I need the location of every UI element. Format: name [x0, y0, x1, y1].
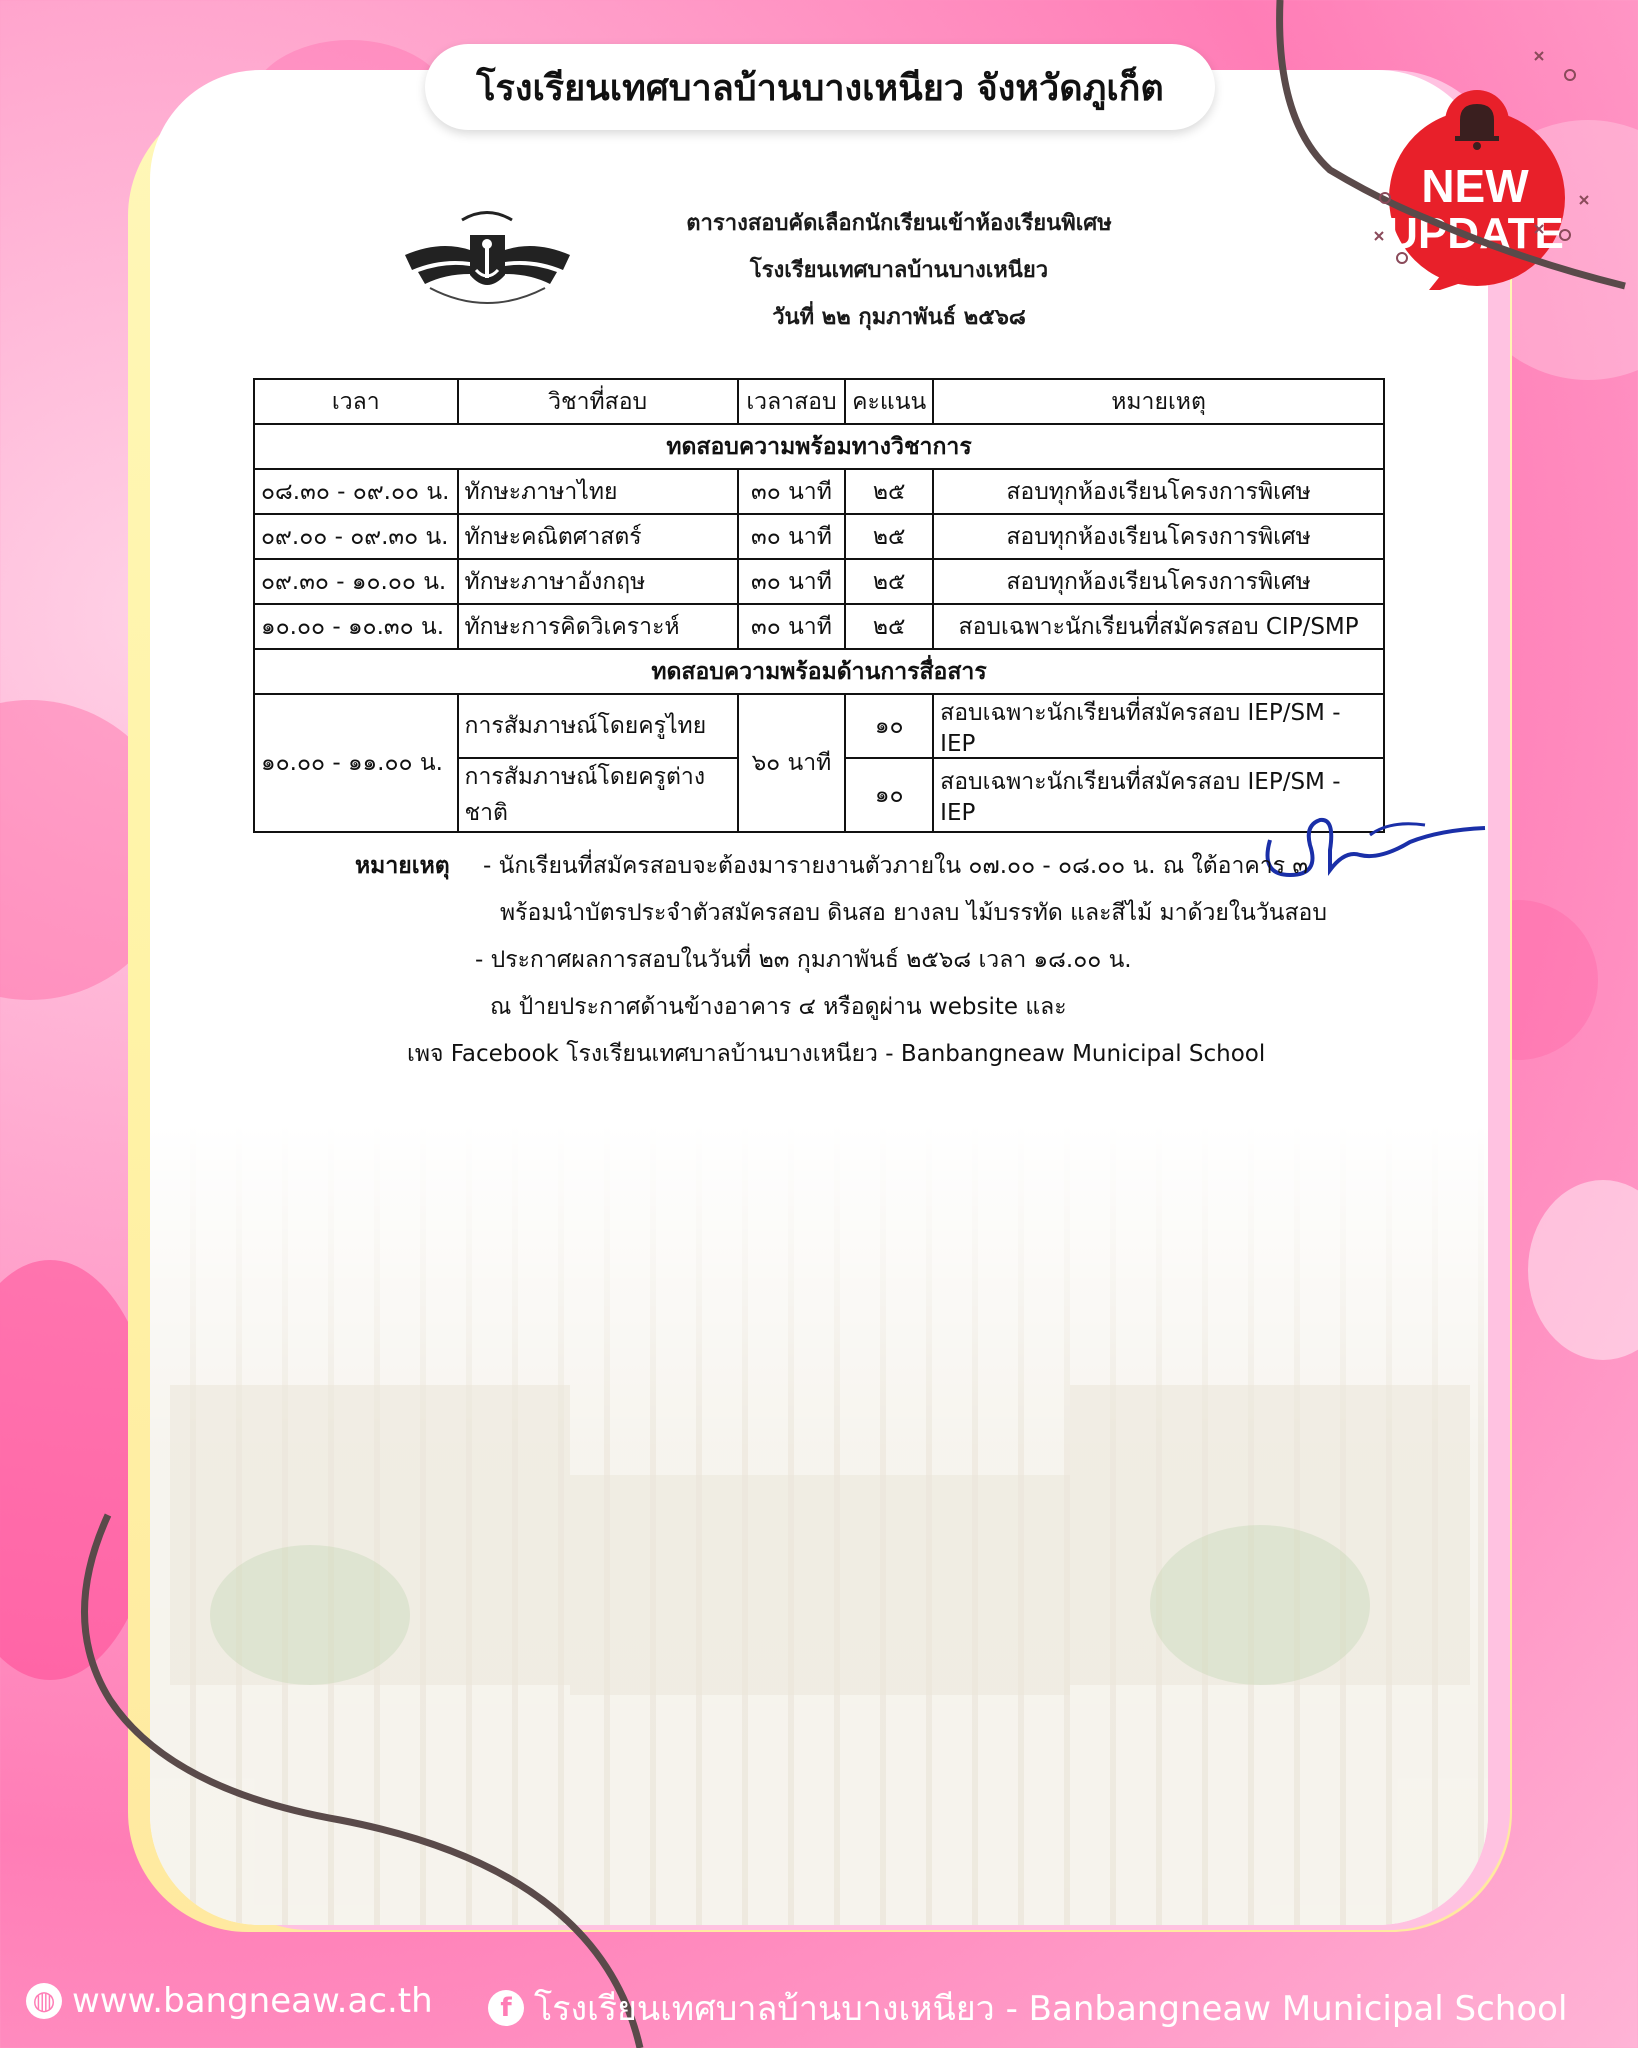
section-academic: ทดสอบความพร้อมทางวิชาการ	[254, 424, 1384, 469]
cell-duration: ๓๐ นาที	[738, 514, 845, 559]
document-school: โรงเรียนเทศบาลบ้านบางเหนียว	[749, 258, 1049, 283]
cell-note: สอบทุกห้องเรียนโครงการพิเศษ	[933, 559, 1384, 604]
exam-schedule-table	[253, 378, 1385, 833]
announcement-card	[150, 70, 1488, 1925]
cell-score: ๑๐	[845, 694, 933, 758]
remarks-line: - นักเรียนที่สมัครสอบจะต้องมารายงานตัวภายใน ๐๗.๐๐ - ๐๘.๐๐ น. ณ ใต้อาคาร ๓	[483, 853, 1309, 879]
cell-note: สอบทุกห้องเรียนโครงการพิเศษ	[933, 514, 1384, 559]
cell-duration: ๓๐ นาที	[738, 469, 845, 514]
table-row	[254, 694, 1384, 758]
decor-bubble	[1528, 1180, 1638, 1360]
document-title: ตารางสอบคัดเลือกนักเรียนเข้าห้องเรียนพิเศษ	[686, 211, 1112, 236]
cell-subject: การสัมภาษณ์โดยครูต่างชาติ	[458, 758, 738, 832]
table-header-row	[254, 379, 1384, 424]
cell-subject: ทักษะภาษาไทย	[458, 469, 738, 514]
cell-subject: ทักษะการคิดวิเคราะห์	[458, 604, 738, 649]
document-heading	[150, 200, 1488, 341]
cell-note: สอบเฉพาะนักเรียนที่สมัครสอบ IEP/SM - IEP	[933, 758, 1384, 832]
page-title: โรงเรียนเทศบาลบ้านบางเหนียว จังหวัดภูเก็ต	[425, 44, 1215, 130]
cell-score: ๒๕	[845, 559, 933, 604]
cell-duration: ๓๐ นาที	[738, 559, 845, 604]
table-row	[254, 559, 1384, 604]
remarks-line: เพจ Facebook โรงเรียนเทศบาลบ้านบางเหนียว - Banbangneaw Municipal School	[407, 1041, 1266, 1067]
cell-score: ๒๕	[845, 514, 933, 559]
document-date: วันที่ ๒๒ กุมภาพันธ์ ๒๕๖๘	[772, 305, 1026, 330]
footer-facebook[interactable]	[488, 1981, 1567, 2035]
facebook-icon: f	[488, 1990, 524, 2026]
cell-duration: ๖๐ นาที	[738, 694, 845, 832]
column-header: เวลา	[254, 379, 458, 424]
cell-note: สอบเฉพาะนักเรียนที่สมัครสอบ IEP/SM - IEP	[933, 694, 1384, 758]
cell-time: ๐๘.๓๐ - ๐๙.๐๐ น.	[254, 469, 458, 514]
badge-text-update: UPDATE	[1386, 209, 1564, 258]
remarks-line: - ประกาศผลการสอบในวันที่ ๒๓ กุมภาพันธ์ ๒๕๖๘ เวลา ๑๘.๐๐ น.	[475, 947, 1132, 973]
cell-subject: ทักษะคณิตศาสตร์	[458, 514, 738, 559]
column-header: คะแนน	[845, 379, 933, 424]
facebook-link[interactable]: โรงเรียนเทศบาลบ้านบางเหนียว - Banbangneaw Municipal School	[534, 1989, 1568, 2029]
new-update-badge	[1365, 90, 1580, 290]
cell-time: ๐๙.๓๐ - ๑๐.๐๐ น.	[254, 559, 458, 604]
globe-icon: ◍	[26, 1983, 62, 2019]
footer-website[interactable]	[26, 1981, 433, 2021]
column-header: วิชาที่สอบ	[458, 379, 738, 424]
cell-duration: ๓๐ นาที	[738, 604, 845, 649]
footer-bar	[0, 1975, 1638, 2035]
remarks-line: พร้อมนำบัตรประจำตัวสมัครสอบ ดินสอ ยางลบ ไม้บรรทัด และสีไม้ มาด้วยในวันสอบ	[500, 900, 1327, 926]
cell-note: สอบทุกห้องเรียนโครงการพิเศษ	[933, 469, 1384, 514]
cell-subject: การสัมภาษณ์โดยครูไทย	[458, 694, 738, 758]
table-row	[254, 514, 1384, 559]
table-row	[254, 469, 1384, 514]
website-link[interactable]: www.bangneaw.ac.th	[72, 1981, 433, 2021]
cell-time: ๑๐.๐๐ - ๑๐.๓๐ น.	[254, 604, 458, 649]
table-row	[254, 604, 1384, 649]
column-header: เวลาสอบ	[738, 379, 845, 424]
cell-score: ๑๐	[845, 758, 933, 832]
section-communication: ทดสอบความพร้อมด้านการสื่อสาร	[254, 649, 1384, 694]
cell-time: ๑๐.๐๐ - ๑๑.๐๐ น.	[254, 694, 458, 832]
cell-score: ๒๕	[845, 469, 933, 514]
school-photo-background	[150, 1125, 1488, 1925]
remarks-label: หมายเหตุ	[355, 853, 450, 879]
cell-score: ๒๕	[845, 604, 933, 649]
column-header: หมายเหตุ	[933, 379, 1384, 424]
cell-note: สอบเฉพาะนักเรียนที่สมัครสอบ CIP/SMP	[933, 604, 1384, 649]
cell-subject: ทักษะภาษาอังกฤษ	[458, 559, 738, 604]
badge-text-new: NEW	[1421, 160, 1529, 212]
remarks-line: ณ ป้ายประกาศด้านข้างอาคาร ๔ หรือดูผ่าน website และ	[490, 994, 1067, 1020]
bell-icon	[1445, 90, 1509, 154]
cell-time: ๐๙.๐๐ - ๐๙.๓๐ น.	[254, 514, 458, 559]
